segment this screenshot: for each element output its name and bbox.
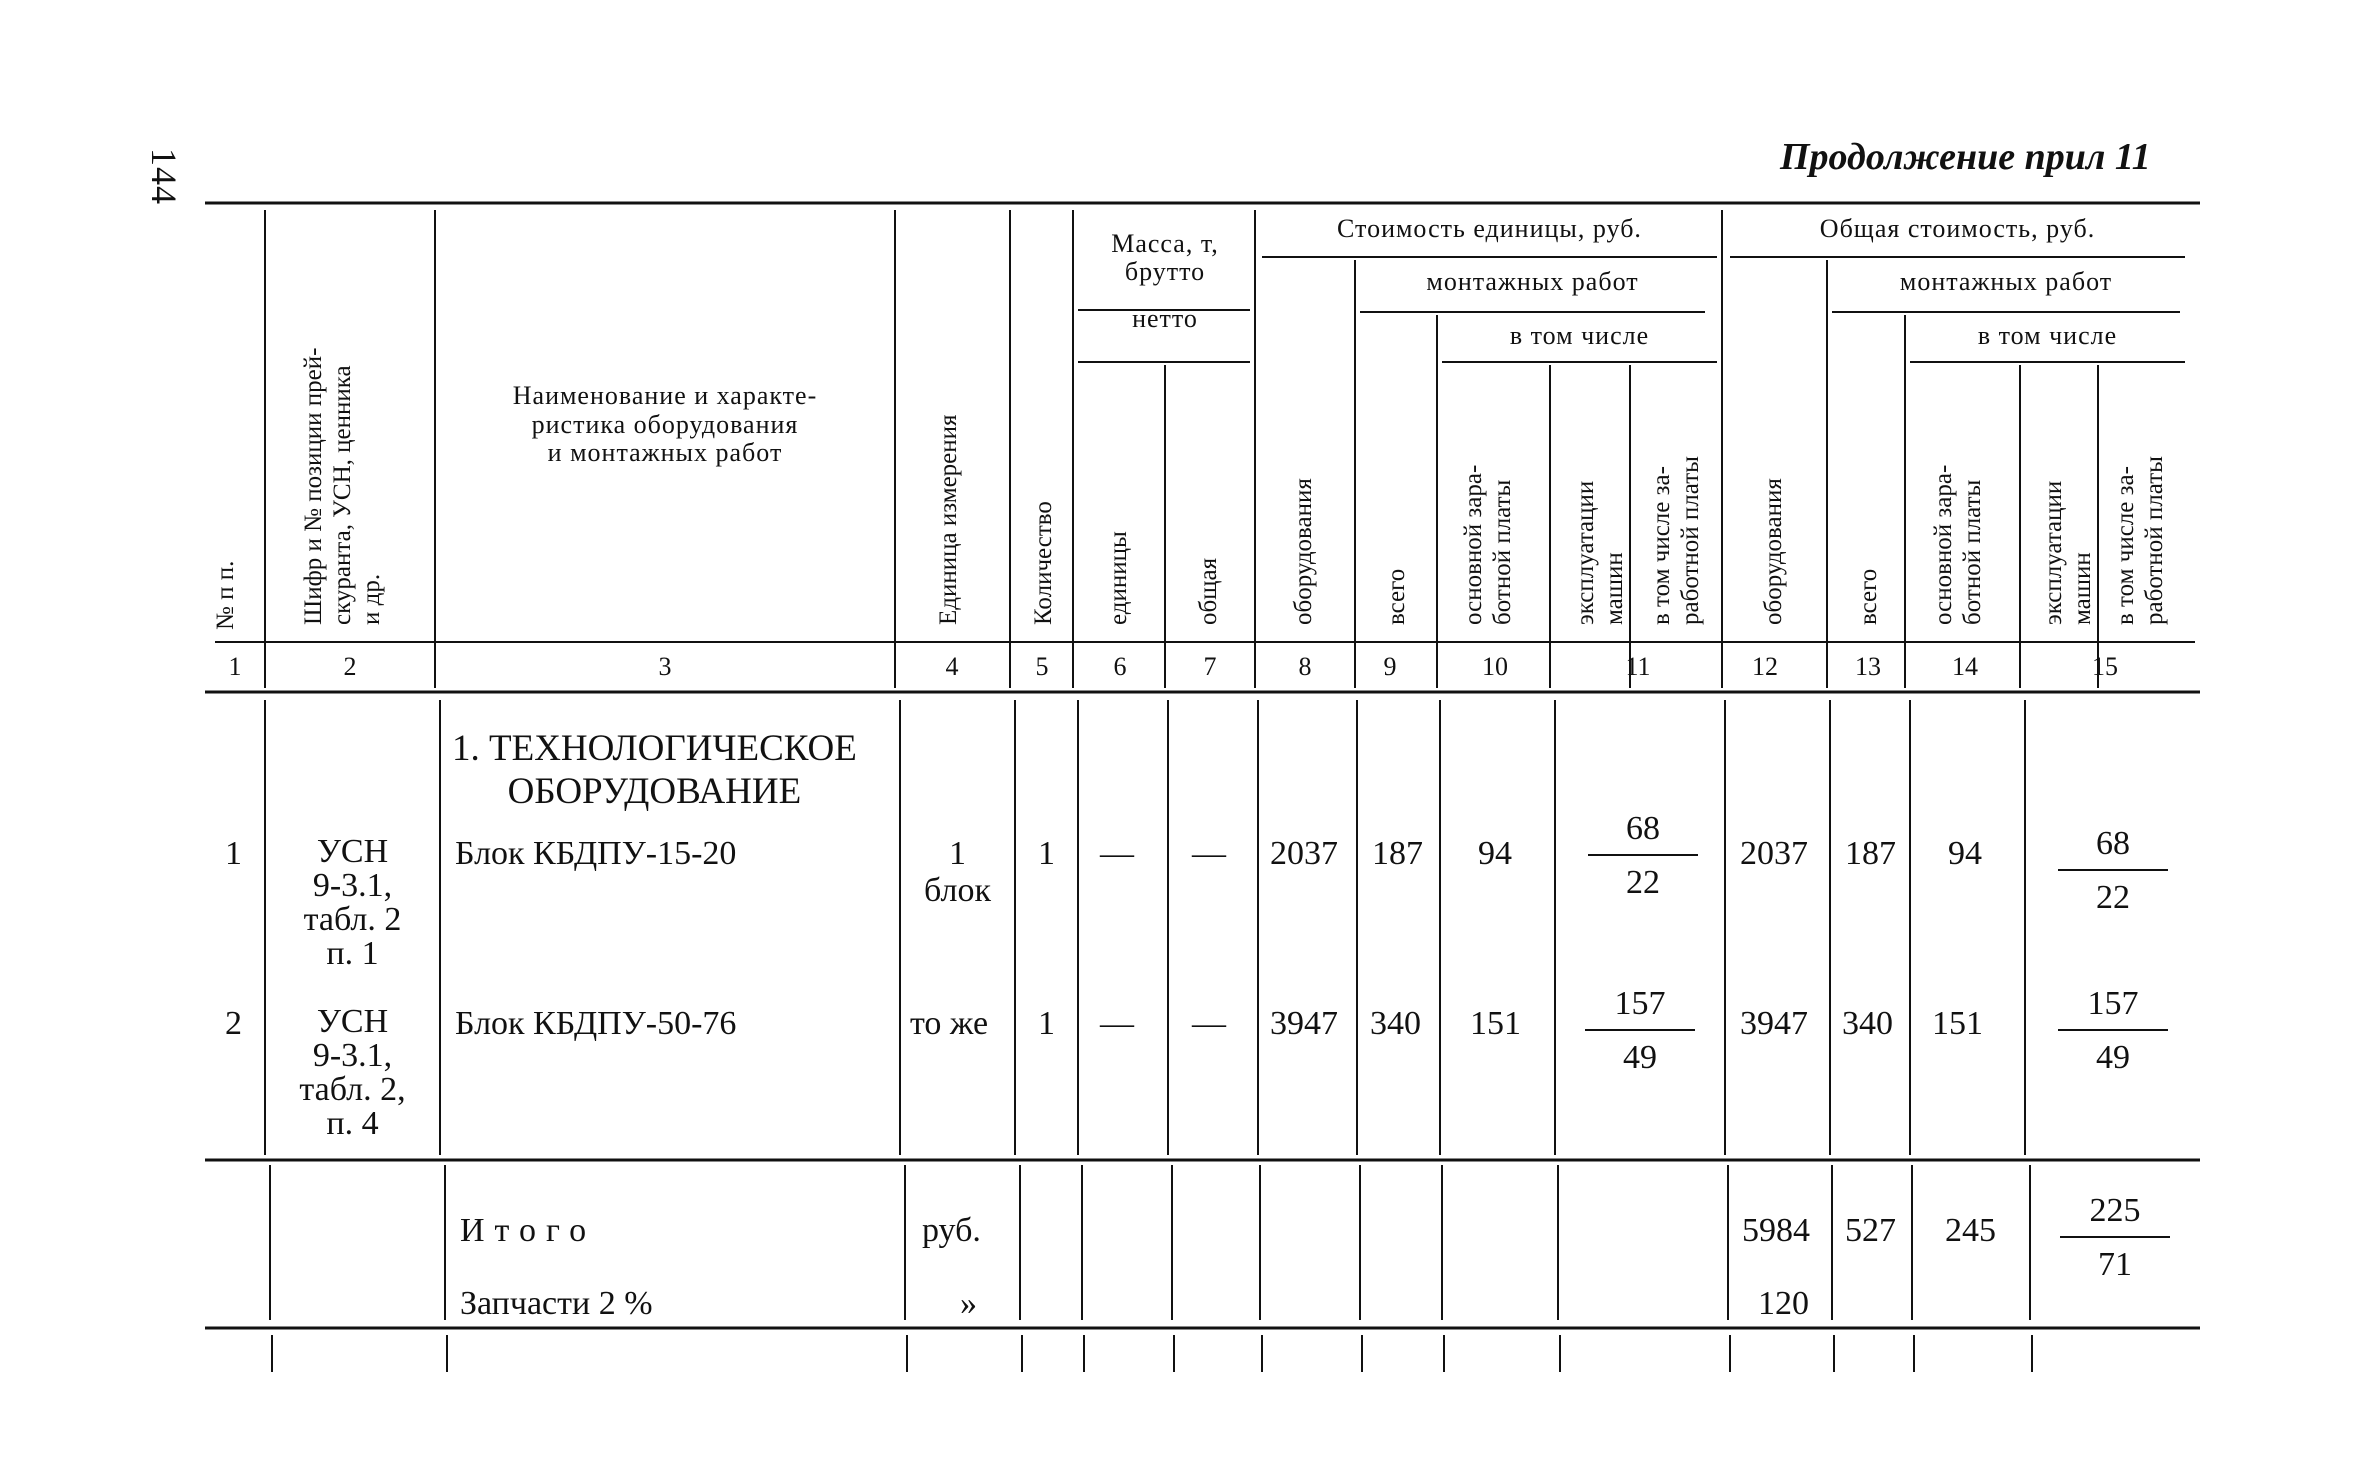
page-number: 144 bbox=[144, 148, 184, 205]
row2-code: УСН 9-3.1, табл. 2, п. 4 bbox=[299, 1003, 406, 1142]
hdr-total-cost: Общая стоимость, руб. bbox=[1819, 214, 2096, 243]
colnum: 13 bbox=[1855, 652, 1881, 681]
hdr-machines-1: эксплуатации машин bbox=[1572, 480, 1628, 625]
fraction-bar bbox=[1588, 854, 1698, 856]
row1-machines-salary: 22 bbox=[1626, 864, 1660, 901]
hdr-mass: Масса, т, bbox=[1111, 229, 1219, 258]
row2-total-salary: 151 bbox=[1932, 1005, 1983, 1042]
hdr-mass-brutto: брутто bbox=[1124, 257, 1206, 286]
hdr-mass-unit: единицы bbox=[1105, 531, 1132, 625]
row2-unit: то же bbox=[910, 1005, 989, 1042]
row2-total-machines-fraction bbox=[2058, 985, 2168, 1077]
row1-machines-fraction bbox=[1588, 810, 1698, 902]
colnum: 11 bbox=[1625, 652, 1651, 681]
colnum: 5 bbox=[1035, 652, 1049, 681]
fraction-bar bbox=[2060, 1236, 2170, 1238]
hdr-name: Наименование и характе- ристика оборудования и монтажных работ bbox=[512, 381, 818, 468]
section-title: 1. ТЕХНОЛОГИЧЕСКОЕ ОБОРУДОВАНИЕ bbox=[452, 728, 857, 812]
row1-unit: 1 блок bbox=[924, 835, 991, 910]
hdr-total-1: всего bbox=[1383, 568, 1410, 625]
totals-all: 527 bbox=[1845, 1212, 1896, 1249]
colnum: 10 bbox=[1482, 652, 1508, 681]
totals-machines-fraction bbox=[2060, 1192, 2170, 1284]
row2-equipment: 3947 bbox=[1270, 1005, 1338, 1042]
row1-qty: 1 bbox=[1038, 835, 1055, 872]
row2-total: 340 bbox=[1370, 1005, 1421, 1042]
hdr-incl-salary-2: в том числе за- работной платы bbox=[2112, 456, 2168, 625]
colnum: 7 bbox=[1203, 652, 1217, 681]
colnum: 12 bbox=[1752, 652, 1778, 681]
row2-total-all: 340 bbox=[1842, 1005, 1893, 1042]
row2-machines-fraction bbox=[1585, 985, 1695, 1077]
hdr-total-2: всего bbox=[1855, 568, 1882, 625]
hdr-qty: Количество bbox=[1030, 501, 1057, 625]
hdr-code: Шифр и № позиции прей- скуранта, УСН, ценника и др. bbox=[300, 347, 385, 625]
hdr-mounting-2: монтажных работ bbox=[1899, 267, 2113, 296]
row2-total-machines-salary: 49 bbox=[2096, 1039, 2130, 1076]
row1-mass-unit: — bbox=[1100, 835, 1134, 872]
spare-parts-unit: » bbox=[960, 1285, 977, 1322]
row1-name: Блок КБДПУ-15-20 bbox=[455, 835, 737, 872]
colnum: 4 bbox=[945, 652, 959, 681]
row2-mass-unit: — bbox=[1100, 1005, 1134, 1042]
totals-machines-salary: 71 bbox=[2098, 1246, 2132, 1283]
row1-number: 1 bbox=[225, 835, 242, 872]
row1-code: УСН 9-3.1, табл. 2 п. 1 bbox=[303, 833, 402, 972]
colnum: 6 bbox=[1113, 652, 1127, 681]
hdr-including-1: в том числе bbox=[1509, 321, 1650, 350]
hdr-including-2: в том числе bbox=[1977, 321, 2118, 350]
fraction-bar bbox=[2058, 1029, 2168, 1031]
row1-mass-total: — bbox=[1192, 835, 1226, 872]
colnum: 1 bbox=[228, 652, 242, 681]
hdr-unit: Единица измерения bbox=[935, 414, 962, 625]
colnum: 14 bbox=[1952, 652, 1978, 681]
spare-parts-equipment: 120 bbox=[1758, 1285, 1809, 1322]
hdr-mass-netto: нетто bbox=[1132, 304, 1198, 333]
colnum: 2 bbox=[343, 652, 357, 681]
row2-total-equipment: 3947 bbox=[1740, 1005, 1808, 1042]
spare-parts-label: Запчасти 2 % bbox=[460, 1285, 653, 1322]
row1-equipment: 2037 bbox=[1270, 835, 1338, 872]
row2-machines-salary: 49 bbox=[1623, 1039, 1657, 1076]
row2-machines: 157 bbox=[1614, 985, 1666, 1022]
row1-total-machines-fraction bbox=[2058, 825, 2168, 917]
row2-qty: 1 bbox=[1038, 1005, 1055, 1042]
colnum: 9 bbox=[1383, 652, 1397, 681]
totals-label: Итого bbox=[460, 1212, 597, 1249]
hdr-equipment-2: оборудования bbox=[1760, 478, 1787, 625]
row1-total-machines: 68 bbox=[2096, 825, 2130, 862]
row2-mass-total: — bbox=[1192, 1005, 1226, 1042]
row1-total: 187 bbox=[1372, 835, 1423, 872]
row1-total-equipment: 2037 bbox=[1740, 835, 1808, 872]
totals-unit: руб. bbox=[922, 1212, 981, 1249]
totals-machines: 225 bbox=[2089, 1192, 2141, 1229]
totals-equipment: 5984 bbox=[1742, 1212, 1810, 1249]
hdr-incl-salary-1: в том числе за- работной платы bbox=[1648, 456, 1704, 625]
hdr-salary-1: основной зара- ботной платы bbox=[1460, 464, 1516, 625]
row2-name: Блок КБДПУ-50-76 bbox=[455, 1005, 737, 1042]
row1-total-all: 187 bbox=[1845, 835, 1896, 872]
row2-total-machines: 157 bbox=[2087, 985, 2139, 1022]
hdr-machines-2: эксплуатации машин bbox=[2040, 480, 2096, 625]
hdr-equipment-1: оборудования bbox=[1290, 478, 1317, 625]
hdr-mounting-1: монтажных работ bbox=[1426, 267, 1639, 296]
fraction-bar bbox=[1585, 1029, 1695, 1031]
row1-salary: 94 bbox=[1478, 835, 1512, 872]
fraction-bar bbox=[2058, 869, 2168, 871]
row2-salary: 151 bbox=[1470, 1005, 1521, 1042]
hdr-salary-2: основной зара- ботной платы bbox=[1930, 464, 1986, 625]
totals-salary: 245 bbox=[1945, 1212, 1996, 1249]
colnum: 15 bbox=[2092, 652, 2118, 681]
colnum: 3 bbox=[658, 652, 672, 681]
hdr-npp: № п п. bbox=[212, 560, 239, 630]
row1-total-machines-salary: 22 bbox=[2096, 879, 2130, 916]
hdr-mass-total: общая bbox=[1195, 557, 1222, 625]
colnum: 8 bbox=[1298, 652, 1312, 681]
row1-total-salary: 94 bbox=[1948, 835, 1982, 872]
row2-number: 2 bbox=[225, 1005, 242, 1042]
continuation-title: Продолжение прил 11 bbox=[1780, 136, 2151, 178]
row1-machines: 68 bbox=[1626, 810, 1660, 847]
hdr-unit-cost: Стоимость единицы, руб. bbox=[1337, 214, 1642, 243]
